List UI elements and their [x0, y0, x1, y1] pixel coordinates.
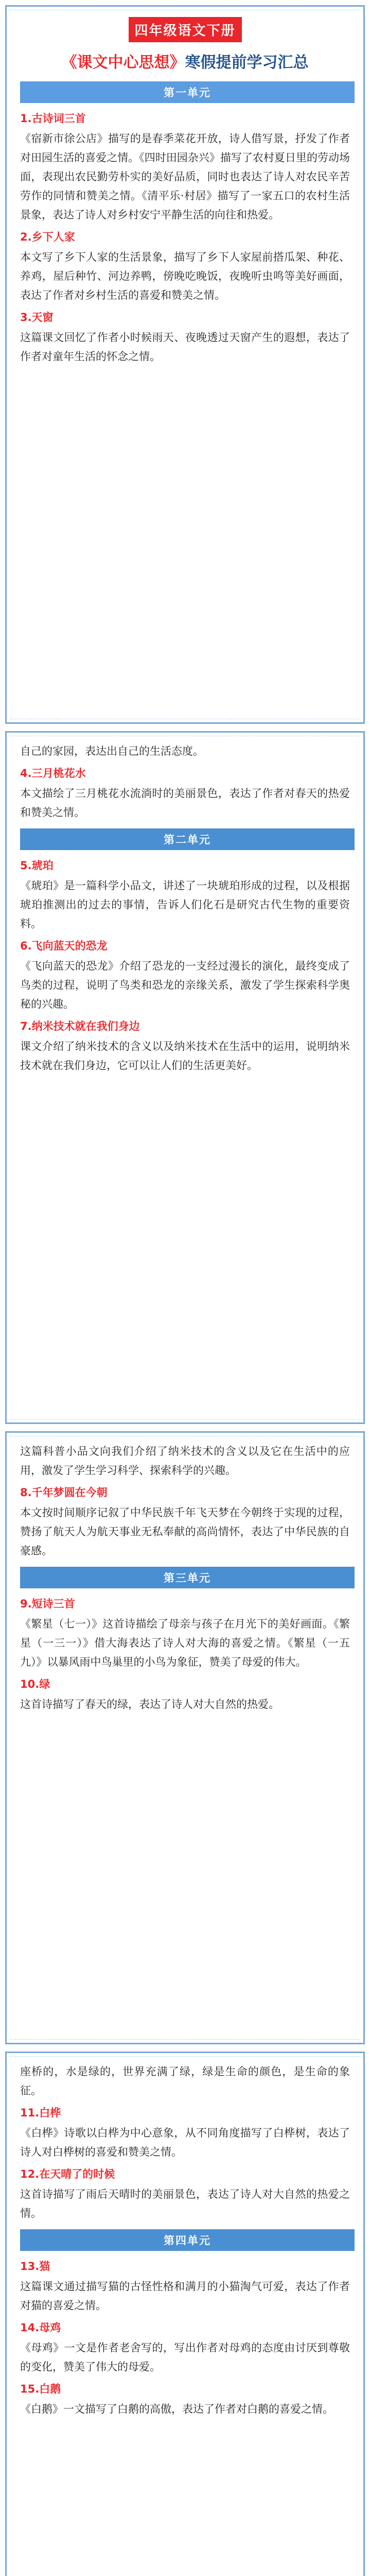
lesson-summary-5: 《琥珀》是一篇科学小品文，讲述了一块琥珀形成的过程，以及根据琥珀推测出的过去的事情，告诉人们化石是研究古代生物的重要资料。 [20, 879, 350, 930]
lesson-title-11: 11.白桦 [20, 2107, 61, 2119]
lesson-title-2: 2.乡下人家 [20, 231, 75, 243]
lesson-title-8: 8.千年梦圆在今朝 [20, 1486, 108, 1499]
lesson-title-4: 4.三月桃花水 [20, 767, 86, 779]
content-card-2 [5, 731, 365, 1424]
unit-heading-1: 第一单元 [20, 81, 355, 103]
continued-paragraph: 座桥的，水是绿的，世界充满了绿，绿是生命的颜色，是生命的象征。 [20, 2065, 350, 2097]
lesson-title-3: 3.天窗 [20, 311, 54, 324]
lesson-summary-13: 这篇课文通过描写猫的古怪性格和满月的小猫淘气可爱，表达了作者对猫的喜爱之情。 [20, 2280, 350, 2312]
lesson-title-7: 7.纳米技术就在我们身边 [20, 1020, 140, 1032]
lesson-summary-6: 《飞向蓝天的恐龙》介绍了恐龙的一支经过漫长的演化，最终变成了鸟类的过程，说明了鸟类和恐龙的亲缘关系，激发了学生探索科学奥秘的兴趣。 [20, 960, 350, 1010]
grade-tag: 四年级语文下册 [129, 17, 242, 42]
title-close-bracket: 》 [169, 54, 185, 72]
document-title [20, 49, 350, 72]
lesson-summary-12: 这首诗描写了雨后天晴时的美丽景色，表达了诗人对大自然的热爱之情。 [20, 2188, 350, 2219]
continued-paragraph: 自己的家园，表达出自己的生活态度。 [20, 745, 204, 757]
content-card-4 [5, 2052, 365, 2576]
lesson-title-12: 12.在天晴了的时候 [20, 2168, 115, 2180]
unit-heading-4: 第四单元 [20, 2229, 355, 2251]
lesson-summary-11: 《白桦》诗歌以白桦为中心意象，从不同角度描写了白桦树，表达了诗人对白桦树的喜爱和赞美之情。 [20, 2127, 350, 2158]
lesson-summary-9: 《繁星（七一）》这首诗描绘了母亲与孩子在月光下的美好画面。《繁星（一三一）》借大海表达了诗人对大海的喜爱之情。《繁星（一五九）》以暴风雨中鸟巢里的小鸟为象征，赞美了母爱的伟大。 [20, 1618, 350, 1668]
lesson-summary-8: 本文按时间顺序记叙了中华民族千年飞天梦在今朝终于实现的过程，赞扬了航天人为航天事业无私奉献的高尚情怀，表达了中华民族的自豪感。 [20, 1506, 350, 1557]
lesson-summary-4: 本文描绘了三月桃花水流淌时的美丽景色，表达了作者对春天的热爱和赞美之情。 [20, 787, 350, 819]
title-suffix: 寒假提前学习汇总 [185, 54, 309, 72]
lesson-title-10: 10.绿 [20, 1678, 50, 1690]
lesson-title-13: 13.猫 [20, 2260, 50, 2273]
lesson-summary-7: 课文介绍了纳米技术的含义以及纳米技术在生活中的运用，说明纳米技术就在我们身边，它可以让人们的生活更美好。 [20, 1040, 350, 1072]
lesson-title-1: 1.古诗词三首 [20, 112, 86, 125]
content-card-3 [5, 1431, 365, 2044]
lesson-summary-14: 《母鸡》一文是作者老舍写的，写出作者对母鸡的态度由讨厌到尊敬的变化，赞美了伟大的母爱。 [20, 2342, 350, 2373]
continued-paragraph: 这篇科普小品文向我们介绍了纳米技术的含义以及它在生活中的应用，激发了学生学习科学、探索科学的兴趣。 [20, 1445, 350, 1477]
lesson-summary-3: 这篇课文回忆了作者小时候雨天、夜晚透过天窗产生的遐想，表达了作者对童年生活的怀念之情。 [20, 331, 350, 363]
lesson-title-14: 14.母鸡 [20, 2321, 61, 2334]
lesson-summary-15: 《白鹅》一文描写了白鹅的高傲，表达了作者对白鹅的喜爱之情。 [20, 2403, 333, 2415]
lesson-title-15: 15.白鹅 [20, 2383, 61, 2395]
unit-heading-2: 第二单元 [20, 828, 355, 850]
title-open-bracket: 《 [61, 54, 77, 72]
lesson-summary-1: 《宿新市徐公店》描写的是春季菜花开放，诗人借写景，抒发了作者对田园生活的喜爱之情。《四时田园杂兴》描写了农村夏日里的劳动场面，表现出农民勤劳朴实的美好品质，同时也表达了诗人对农民辛苦劳作的同情和赞美之情。《清平乐·村居》描写了一家五口的农村生活景象，表达了诗人对乡村安宁平静生活的向往和热爱。 [20, 132, 350, 221]
lesson-summary-2: 本文写了乡下人家的生活景象，描写了乡下人家屋前搭瓜架、种花、养鸡，屋后种竹、河边养鸭，傍晚吃晚饭，夜晚听虫鸣等美好画面，表达了作者对乡村生活的喜爱和赞美之情。 [20, 251, 350, 301]
lesson-title-9: 9.短诗三首 [20, 1598, 75, 1610]
unit-heading-3: 第三单元 [20, 1567, 355, 1588]
lesson-title-6: 6.飞向蓝天的恐龙 [20, 940, 108, 952]
title-book-name: 课文中心思想 [77, 54, 170, 72]
lesson-summary-10: 这首诗描写了春天的绿，表达了诗人对大自然的热爱。 [20, 1698, 279, 1710]
content-card-1 [5, 5, 365, 724]
lesson-title-5: 5.琥珀 [20, 859, 54, 872]
